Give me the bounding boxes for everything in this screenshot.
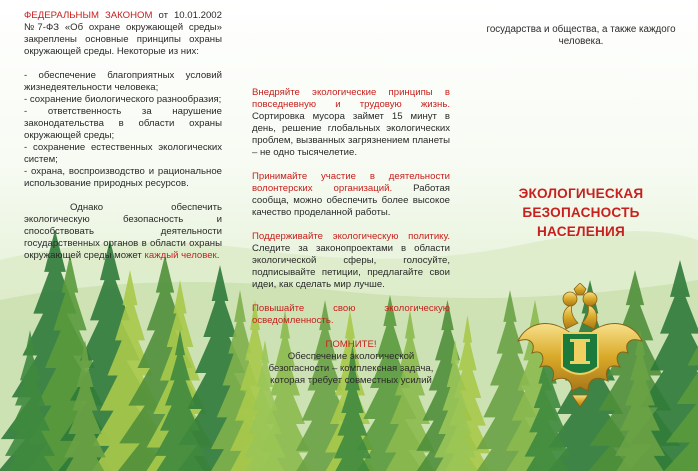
- advice-heading: Принимайте участие в деятельности волонтерских организаций.: [252, 171, 450, 194]
- advice-text: Работая сообща, можно обеспечить более высокое качество проделанной работы.: [252, 183, 450, 218]
- closing-text: Однако обеспечить экологическую безопасность и способствовать деятельности государственных органов в области охраны окружающей среды может: [24, 202, 222, 261]
- advice-text: Сортировка мусора займет 15 минут в день, решение глобальных экологических проблем, вызванных загрязнением планеты – не одно тысячелетие.: [252, 111, 450, 158]
- brochure-title: [484, 184, 678, 241]
- closing-end: .: [216, 250, 220, 261]
- title-line: ЭКОЛОГИЧЕСКАЯ: [518, 186, 644, 201]
- title-line: БЕЗОПАСНОСТЬ: [522, 205, 640, 220]
- law-intro: [24, 10, 222, 58]
- principle-item: - обеспечение благоприятных условий жизнедеятельности человека;: [24, 70, 222, 93]
- law-intro-text: от 10.01.2002 №7-ФЗ «Об охране окружающей среды» закреплены основные принципы охраны окружающей среды. Некоторые из них:: [24, 10, 222, 57]
- advice-heading: Внедряйте экологические принципы в повседневную и трудовую жизнь.: [252, 87, 450, 110]
- title-line: НАСЕЛЕНИЯ: [537, 224, 625, 239]
- advice-block: [252, 171, 450, 219]
- advice-block: [252, 231, 450, 291]
- double-headed-eagle-emblem-icon: [512, 283, 648, 415]
- panel-middle: [232, 0, 464, 471]
- closing-paragraph: [24, 202, 222, 262]
- continuation-text: государства и общества, а также каждого человека.: [486, 24, 676, 47]
- principle-item: - охрана, воспроизводство и рациональное использование природных ресурсов.: [24, 166, 222, 189]
- reminder-heading: ПОМНИТЕ!: [325, 339, 377, 350]
- closing-highlight: каждый человек: [144, 250, 217, 261]
- law-name: ФЕДЕРАЛЬНЫМ ЗАКОНОМ: [24, 10, 153, 21]
- reminder-text: Обеспечение экологической безопасности – комплексная задача, которая требует совместных усилий: [268, 351, 434, 386]
- advice-heading: Повышайте свою экологическую осведомленность.: [252, 303, 450, 326]
- principle-item: - ответственность за нарушение законодательства в области охраны окружающей среды;: [24, 106, 222, 141]
- advice-text: Следите за законопроектами в области экологической сферы, голосуйте, подписывайте петиции, предлагайте свои идеи, как сделать мир лучше.: [252, 243, 450, 290]
- principle-item: - сохранение биологического разнообразия;: [24, 94, 222, 105]
- panel-left: [0, 0, 232, 471]
- principle-item: - сохранение естественных экологических систем;: [24, 142, 222, 165]
- advice-block: [252, 87, 450, 159]
- advice-heading: Поддерживайте экологическую политику.: [252, 231, 450, 242]
